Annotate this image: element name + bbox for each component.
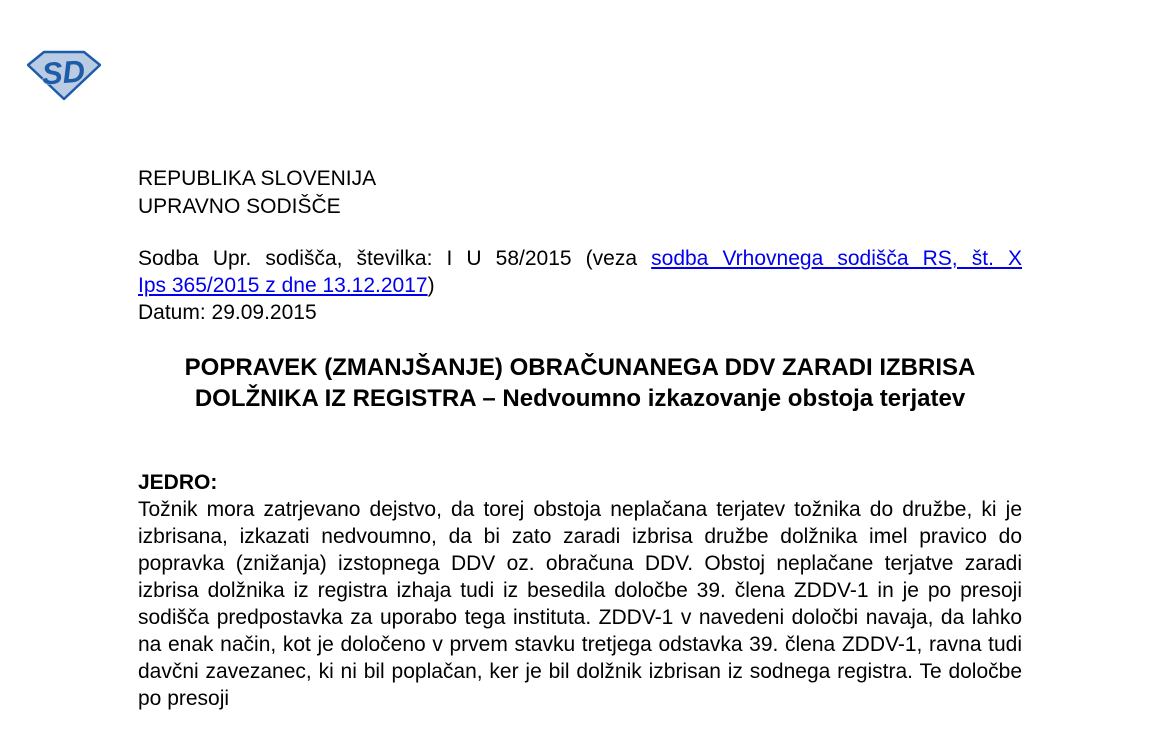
jedro-heading: JEDRO: (138, 471, 218, 494)
court-sd-logo-icon (27, 49, 101, 101)
date-line: Datum: 29.09.2015 (138, 301, 317, 324)
document-title: POPRAVEK (ZMANJŠANJE) OBRAČUNANEGA DDV ZARADI IZBRISA DOLŽNIKA IZ REGISTRA – Nedvoumno izkazovanje obstoja terjatev (184, 354, 976, 412)
case-number-text: Sodba Upr. sodišča, številka: I U 58/2015 (veza (138, 247, 652, 270)
letterhead-republic: REPUBLIKA SLOVENIJA (138, 167, 377, 190)
related-judgment-link-continued[interactable]: Ips 365/2015 z dne 13.12.2017 (138, 274, 428, 297)
case-closing-paren: ) (427, 274, 435, 297)
logo-letters: SD (40, 53, 87, 92)
letterhead (138, 165, 1022, 221)
case-info (138, 245, 1022, 326)
letterhead-court: UPRAVNO SODIŠČE (138, 195, 341, 218)
related-judgment-link[interactable]: sodba Vrhovnega sodišča RS, št. X (651, 247, 1022, 270)
document-content (138, 165, 1022, 712)
case-number-line (138, 245, 1022, 272)
case-number-line-continued (138, 272, 1022, 299)
jedro-body-text: Tožnik mora zatrjevano dejstvo, da torej obstoja neplačana terjatev tožnika do družbe, ki je izbrisana, izkazati nedvoumno, da bi zato zaradi izbrisa družbe dolžnika imel pravico do popravka (znižanja) izstopnega DDV oz. obračuna DDV. Obstoj neplačane terjatve zaradi izbrisa dolžnika iz registra izhaja tudi iz besedila določbe 39. člena ZDDV-1 in je po presoji sodišča predpostavka za uporabo tega instituta. ZDDV-1 v navedeni določbi navaja, da lahko na enak način, kot je določeno v prvem stavku tretjega odstavka 39. člena ZDDV-1, ravna tudi davčni zavezanec, ki ni bil poplačan, ker je bil dolžnik izbrisan iz sodnega registra. Te določbe po presoji (138, 498, 1022, 710)
